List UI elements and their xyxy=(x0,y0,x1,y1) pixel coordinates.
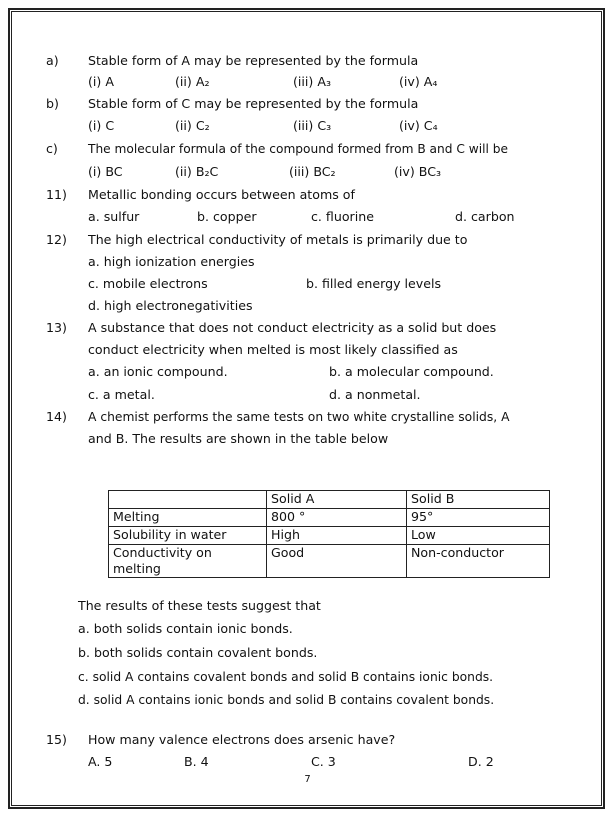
option: a. an ionic compound. xyxy=(88,364,228,379)
option: (iv) C₄ xyxy=(399,118,438,133)
option: (i) BC xyxy=(88,164,123,179)
option: d. solid A contains ionic bonds and solid B contains covalent bonds. xyxy=(78,693,495,707)
option: (iv) A₄ xyxy=(399,74,438,89)
table-row xyxy=(109,509,550,527)
page-number: 7 xyxy=(304,774,311,785)
table-header-row xyxy=(109,491,550,509)
question-stem: Metallic bonding occurs between atoms of xyxy=(88,187,355,202)
table-row xyxy=(109,545,550,578)
question-stem: A chemist performs the same tests on two white crystalline solids, A xyxy=(88,410,510,424)
question-stem: conduct electricity when melted is most likely classified as xyxy=(88,342,458,357)
table-header-cell xyxy=(109,491,267,509)
option: c. fluorine xyxy=(311,209,374,224)
option: b. copper xyxy=(197,209,257,224)
table-cell: Melting xyxy=(109,509,267,527)
q14-lead: The results of these tests suggest that xyxy=(78,598,321,613)
question-stem: Stable form of A may be represented by the formula xyxy=(88,53,419,68)
option: b. a molecular compound. xyxy=(329,364,494,379)
results-table xyxy=(108,490,550,578)
option: A. 5 xyxy=(88,754,113,769)
table-header-cell: Solid B xyxy=(407,491,550,509)
option: (iv) BC₃ xyxy=(394,164,442,179)
table-row xyxy=(109,527,550,545)
table-cell: Low xyxy=(407,527,550,545)
question-stem: and B. The results are shown in the table below xyxy=(88,431,389,446)
option: a. high ionization energies xyxy=(88,254,255,269)
option: (iii) BC₂ xyxy=(289,164,336,179)
option: (ii) C₂ xyxy=(175,118,210,133)
option: c. mobile electrons xyxy=(88,276,208,291)
question-stem: A substance that does not conduct electricity as a solid but does xyxy=(88,320,497,335)
table-cell: Good xyxy=(267,545,407,578)
option: b. filled energy levels xyxy=(306,276,442,291)
option: (ii) B₂C xyxy=(175,164,219,179)
option: d. a nonmetal. xyxy=(329,387,421,402)
option: (ii) A₂ xyxy=(175,74,210,89)
option: d. high electronegativities xyxy=(88,298,253,313)
table-cell: High xyxy=(267,527,407,545)
option: C. 3 xyxy=(311,754,336,769)
option: b. both solids contain covalent bonds. xyxy=(78,645,318,660)
table-cell: Solubility in water xyxy=(109,527,267,545)
option: d. carbon xyxy=(455,209,515,224)
question-label: 13) xyxy=(46,320,67,335)
question-stem: Stable form of C may be represented by the formula xyxy=(88,96,419,111)
question-label: b) xyxy=(46,96,59,111)
option: D. 2 xyxy=(468,754,494,769)
option: (i) A xyxy=(88,74,114,89)
question-label: 12) xyxy=(46,232,67,247)
question-label: 11) xyxy=(46,187,67,202)
option: (i) C xyxy=(88,118,115,133)
table-cell: 95° xyxy=(407,509,550,527)
question-stem: The high electrical conductivity of metals is primarily due to xyxy=(88,232,468,247)
question-stem: The molecular formula of the compound formed from B and C will be xyxy=(88,142,508,156)
question-label: c) xyxy=(46,141,58,156)
option: c. solid A contains covalent bonds and solid B contains ionic bonds. xyxy=(78,670,494,684)
question-stem: How many valence electrons does arsenic have? xyxy=(88,732,396,747)
option: (iii) A₃ xyxy=(293,74,331,89)
table-cell: Non-conductor xyxy=(407,545,550,578)
option: (iii) C₃ xyxy=(293,118,332,133)
question-label: a) xyxy=(46,53,59,68)
table-cell: 800 ° xyxy=(267,509,407,527)
option: a. both solids contain ionic bonds. xyxy=(78,621,293,636)
option: B. 4 xyxy=(184,754,209,769)
table-cell: Conductivity on melting xyxy=(109,545,267,578)
table-header-cell: Solid A xyxy=(267,491,407,509)
option: a. sulfur xyxy=(88,209,140,224)
question-label: 14) xyxy=(46,409,67,424)
option: c. a metal. xyxy=(88,387,155,402)
question-label: 15) xyxy=(46,732,67,747)
